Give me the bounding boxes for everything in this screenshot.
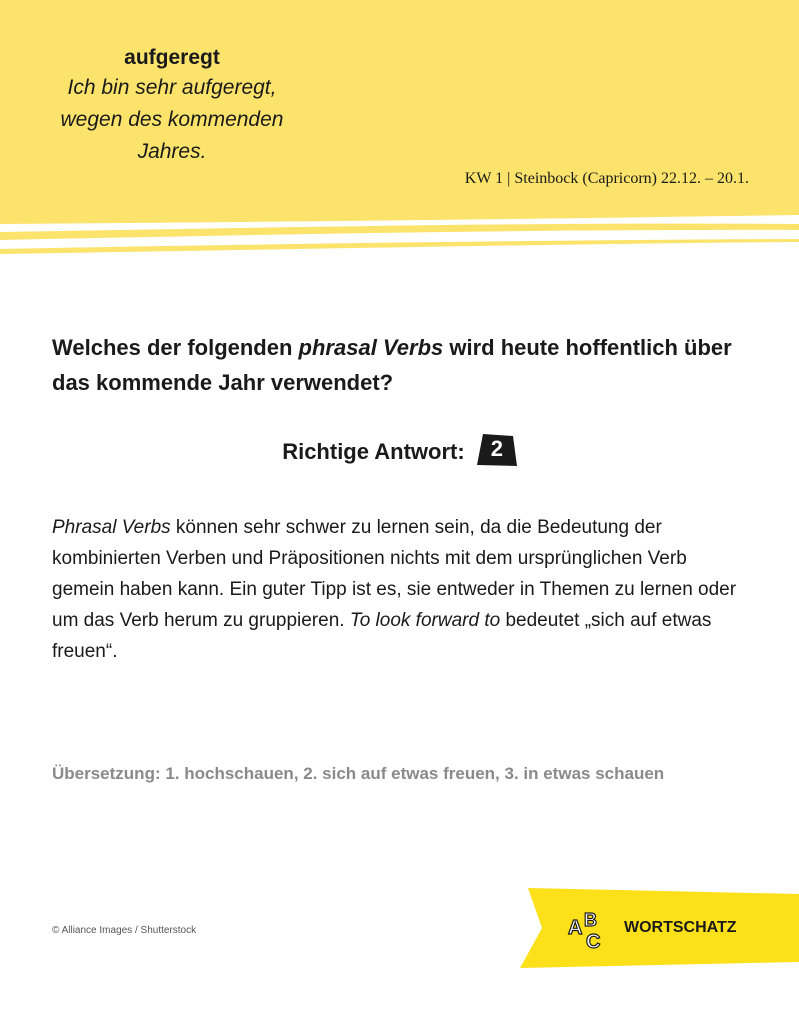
week-info: KW 1 | Steinbock (Capricorn) 22.12. – 20.1.: [464, 170, 749, 187]
question-text: [52, 330, 752, 400]
explanation-italic-start: Phrasal Verbs: [52, 517, 171, 538]
translation-text: Übersetzung: 1. hochschauen, 2. sich auf etwas freuen, 3. in etwas schauen: [52, 764, 665, 783]
question-part-2: wird heute hoffentlich über das kommende Jahr verwendet?: [52, 335, 732, 395]
explanation-text-1: können sehr schwer zu lernen sein, da die Bedeutung der kombinierten Verben und Präpositionen nichts mit dem ursprünglichen Verb gemein haben kann. Ein guter Tipp ist es, sie entweder in Themen zu lernen oder um das Verb herum zu gruppieren.: [52, 517, 737, 631]
example-line-2: wegen des kommenden: [60, 108, 284, 131]
explanation-paragraph: [52, 512, 752, 667]
image-credit: © Alliance Images / Shutterstock: [52, 925, 197, 936]
answer-row: [0, 436, 799, 470]
vocabulary-word-block: [40, 44, 304, 168]
logo-letter-a: A: [568, 917, 583, 939]
explanation-text-2: bedeutet „sich auf etwas freuen“.: [52, 610, 712, 662]
example-line-3: Jahres.: [137, 140, 207, 163]
question-italic: phrasal Verbs: [298, 335, 444, 360]
logo-letter-c: C: [586, 931, 601, 950]
answer-number-badge: [477, 433, 517, 467]
answer-label: Richtige Antwort:: [282, 438, 465, 464]
vocabulary-word: aufgeregt: [124, 46, 220, 69]
category-label: WORTSCHATZ: [624, 919, 737, 936]
logo-letter-b: B: [584, 910, 597, 930]
header-band: [0, 0, 799, 260]
abc-logo-icon: [566, 910, 612, 950]
category-badge: [520, 888, 799, 968]
explanation-italic-phrase: To look forward to: [349, 610, 501, 631]
answer-number: 2: [490, 436, 503, 461]
question-part-1: Welches der folgenden: [52, 335, 299, 360]
example-line-1: Ich bin sehr aufgeregt,: [67, 76, 277, 99]
